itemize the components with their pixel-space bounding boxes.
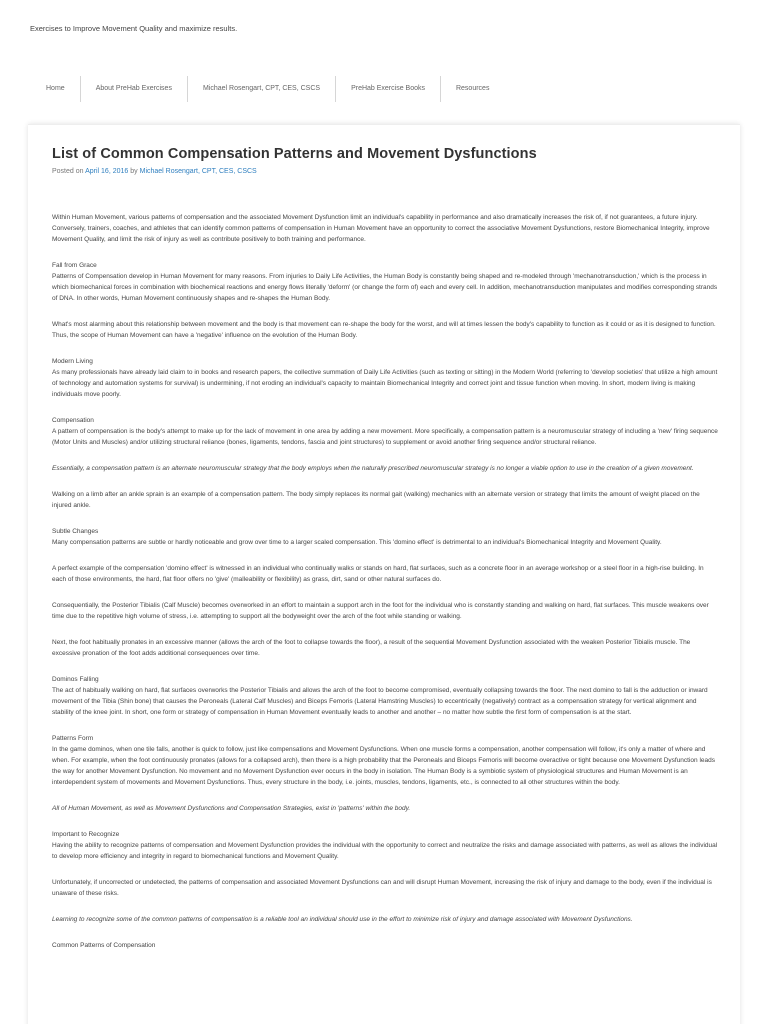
body-paragraph: What's most alarming about this relationship between movement and the body is that movement can re-shape the body for the worst, and will at times lessen the body's capability to function as it could or as it is designed to function. Thus, the scope of Human Movement can have a 'negative' influence on the evolution of the Human Body. bbox=[52, 321, 716, 339]
nav-item-about[interactable]: About PreHab Exercises bbox=[81, 76, 188, 102]
section-heading: Dominos Falling bbox=[52, 676, 99, 683]
emphasis-paragraph: Essentially, a compensation pattern is an alternate neuromuscular strategy that the body employs when the naturally prescribed neuromuscular strategy is no longer a viable option to use in the creation of a given movement. bbox=[52, 465, 694, 472]
body-paragraph: Within Human Movement, various patterns of compensation and the associated Movement Dysfunction limit an individual's capability in performance and also dramatically increases the risk of, if not guarantees, a future injury. Conversely, trainers, coaches, and athletes that can identify common patterns of compensation in Human Movement have an opportunity to correct the associative Movement Dysfunctions, restore Biomechanical Integrity, improve Movement Quality, and limit the risk of injury as well as contribute positively to both training and performance. bbox=[52, 214, 710, 243]
body-paragraph: Unfortunately, if uncorrected or undetected, the patterns of compensation and associated Movement Dysfunctions can and will disrupt Human Movement, increasing the risk of injury and damage to the body, even if the individual is unaware of these risks. bbox=[52, 879, 712, 897]
section-heading: Compensation bbox=[52, 417, 94, 424]
post-meta bbox=[52, 168, 257, 175]
body-paragraph: Walking on a limb after an ankle sprain is an example of a compensation pattern. The body simply replaces its normal gait (walking) mechanics with an alternate version or strategy that limits the amount of weight placed on the injured ankle. bbox=[52, 491, 700, 509]
post-date-link[interactable]: April 16, 2016 bbox=[85, 168, 129, 175]
body-paragraph: Next, the foot habitually pronates in an excessive manner (allows the arch of the foot to collapse towards the floor), a result of the sequential Movement Dysfunction associated with the weaken Posterior Tibialis muscle. The excessive pronation of the foot adds additional consequences over time. bbox=[52, 639, 691, 657]
nav-item-author[interactable]: Michael Rosengart, CPT, CES, CSCS bbox=[188, 76, 336, 102]
section-heading: Fall from Grace bbox=[52, 262, 97, 269]
section-heading: Common Patterns of Compensation bbox=[52, 942, 156, 949]
site-tagline: Exercises to Improve Movement Quality and maximize results. bbox=[30, 24, 238, 33]
main-navigation bbox=[30, 76, 590, 102]
article-title: List of Common Compensation Patterns and Movement Dysfunctions bbox=[52, 146, 537, 162]
nav-item-books[interactable]: PreHab Exercise Books bbox=[336, 76, 441, 102]
body-paragraph: Consequentially, the Posterior Tibialis (Calf Muscle) becomes overworked in an effort to maintain a support arch in the foot for the individual who is constantly standing and walking on hard, flat surfaces. This muscle weakens over time due to the repetitive high volume of stress, i.e. attempting to support all the bodyweight over the arch of the foot while standing or walking. bbox=[52, 602, 709, 620]
by-label: by bbox=[130, 168, 138, 175]
author-link[interactable]: Michael Rosengart, CPT, CES, CSCS bbox=[139, 168, 257, 175]
section-heading: Modern Living bbox=[52, 358, 93, 365]
body-paragraph: Patterns of Compensation develop in Human Movement for many reasons. From injuries to Daily Life Activities, the Human Body is constantly being shaped and re-modeled through 'mechanotransduction,' which is the process in which biomechanical forces in combination with biochemical reactions and energy flows literally 'deform' (or change the form of) each and every cell. In addition, mechanotransduction manipulates and modifies corresponding strands of DNA. In other words, Human Movement continuously shapes and re-shapes the Human Body. bbox=[52, 273, 718, 302]
body-paragraph: A pattern of compensation is the body's attempt to make up for the lack of movement in one area by adding a new movement. More specifically, a compensation pattern is a neuromuscular strategy of including a 'new' firing sequence (Motor Units and Muscles) and/or utilizing structural reliance (bones, ligaments, tendons, fascia and joint structures) to supplement or avoid another firing sequence and/or structural reliance. bbox=[52, 428, 718, 446]
nav-item-home[interactable]: Home bbox=[30, 76, 81, 102]
body-paragraph: As many professionals have already laid claim to in books and research papers, the collective summation of Daily Life Activities (such as texting or sitting) in the Modern World (referring to 'develop societies' that utilize a high amount of technology and automation systems for survival) is undermining, if not eroding an individual's capacity to maintain Biomechanical Integrity and correct joint and tissue function when moving. In short, modern living is making individuals move poorly. bbox=[52, 369, 718, 398]
nav-item-resources[interactable]: Resources bbox=[455, 85, 490, 92]
section-heading: Patterns Form bbox=[52, 735, 94, 742]
article-body bbox=[52, 212, 718, 951]
posted-on-label: Posted on bbox=[52, 168, 84, 175]
body-paragraph: Many compensation patterns are subtle or hardly noticeable and grow over time to a larger scaled compensation. This 'domino effect' is detrimental to an individual's Biomechanical Integrity and Movement Quality. bbox=[52, 539, 662, 546]
emphasis-paragraph: All of Human Movement, as well as Movement Dysfunctions and Compensation Strategies, exist in 'patterns' within the body. bbox=[52, 805, 411, 812]
section-heading: Important to Recognize bbox=[52, 831, 120, 838]
section-heading: Subtle Changes bbox=[52, 528, 99, 535]
body-paragraph: In the game dominos, when one tile falls, another is quick to follow, just like compensations and Movement Dysfunctions. When one muscle forms a compensation, another compensation will follow, it's only a matter of where and when. For example, when the foot continuously pronates (allows for a collapsed arch), then there is a high probability that the Peroneals and Biceps Femoris will become overactive or tight because one Movement Dysfunction leads the way for another Movement Dysfunction. No movement and no Movement Dysfunction ever occurs in the body in isolation. The Human Body is a symbiotic system of physiological structures and Human Movement is an interdependent system of movements and Movement Dysfunctions. Thus, every structure in the body, i.e. joints, muscles, tendons, ligaments, etc., is connected to all other structures within the body. bbox=[52, 746, 715, 786]
body-paragraph: Having the ability to recognize patterns of compensation and Movement Dysfunction provides the individual with the opportunity to correct and neutralize the risks and damage associated with patterns, as well as allows the individual to develop more efficiency and integrity in regard to biomechanical functions and Movement Quality. bbox=[52, 842, 718, 860]
emphasis-paragraph: Learning to recognize some of the common patterns of compensation is a reliable tool an individual should use in the effort to minimize risk of injury and damage associated with Movement Dysfunctions. bbox=[52, 916, 633, 923]
body-paragraph: A perfect example of the compensation 'domino effect' is witnessed in an individual who continually walks or stands on hard, flat surfaces, such as a concrete floor in an average workshop or a steel floor in a high-rise building. In each of those environments, the hard, flat floor offers no 'give' (malleability or flexibility) as grass, dirt, sand or other natural surfaces do. bbox=[52, 565, 704, 583]
body-paragraph: The act of habitually walking on hard, flat surfaces overworks the Posterior Tibialis and allows the arch of the foot to become compromised, eventually collapsing towards the floor. The next domino to fall is the adduction or inward movement of the Tibia (Shin bone) that causes the Peroneals (Lateral Calf Muscles) and Biceps Femoris (Lateral Hamstring Muscles) to eccentrically (negatively) contract as a compensation strategy for vertical alignment and stability of the knee joint. In short, one form or strategy of compensation in Human Movement eventually leads to another and another – no matter how subtle the first form of compensation is at the start. bbox=[52, 687, 708, 716]
